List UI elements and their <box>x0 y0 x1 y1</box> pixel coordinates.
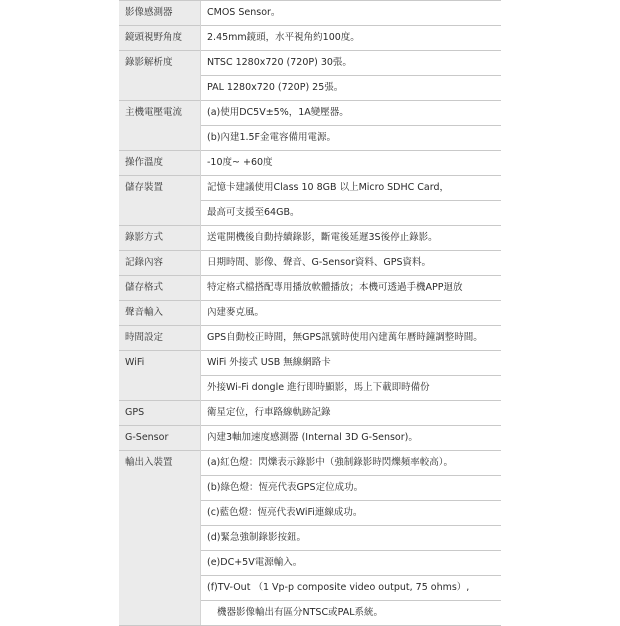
spec-label: 時間設定 <box>119 326 201 351</box>
spec-label <box>119 526 201 551</box>
spec-row <box>119 126 501 151</box>
spec-value: -10度~ +60度 <box>201 151 502 176</box>
spec-label <box>119 126 201 151</box>
spec-value: 特定格式檔搭配專用播放軟體播放；本機可透過手機APP迴放 <box>201 276 502 301</box>
spec-value: 2.45mm鏡頭，水平視角約100度。 <box>201 26 502 51</box>
spec-row <box>119 476 501 501</box>
spec-label: 儲存格式 <box>119 276 201 301</box>
spec-label <box>119 501 201 526</box>
spec-value: (a)紅色燈：閃爍表示錄影中（強制錄影時閃爍頻率較高）。 <box>201 451 502 476</box>
spec-label <box>119 476 201 501</box>
spec-row <box>119 351 501 376</box>
spec-row <box>119 151 501 176</box>
spec-row <box>119 501 501 526</box>
spec-row <box>119 101 501 126</box>
spec-value: (c)藍色燈：恆亮代表WiFi連線成功。 <box>201 501 502 526</box>
spec-value: WiFi 外接式 USB 無線網路卡 <box>201 351 502 376</box>
spec-row <box>119 226 501 251</box>
spec-label: 輸出入裝置 <box>119 451 201 476</box>
spec-row <box>119 176 501 201</box>
spec-value: 外接Wi-Fi dongle 進行即時顯影，馬上下載即時備份 <box>201 376 502 401</box>
spec-value: (b)內建1.5F金電容備用電源。 <box>201 126 502 151</box>
spec-row <box>119 251 501 276</box>
spec-value: GPS自動校正時間，無GPS訊號時使用內建萬年曆時鐘調整時間。 <box>201 326 502 351</box>
spec-value: NTSC 1280x720 (720P) 30張。 <box>201 51 502 76</box>
spec-row <box>119 551 501 576</box>
spec-value: (e)DC+5V電源輸入。 <box>201 551 502 576</box>
spec-label <box>119 376 201 401</box>
spec-label: 影像感測器 <box>119 1 201 26</box>
spec-row <box>119 426 501 451</box>
spec-value: 最高可支援至64GB。 <box>201 201 502 226</box>
spec-row <box>119 376 501 401</box>
spec-value: (b)綠色燈：恆亮代表GPS定位成功。 <box>201 476 502 501</box>
spec-value: CMOS Sensor。 <box>201 1 502 26</box>
spec-label <box>119 576 201 601</box>
spec-label: 記錄內容 <box>119 251 201 276</box>
spec-value: 送電開機後自動持續錄影，斷電後延遲3S後停止錄影。 <box>201 226 502 251</box>
spec-label: WiFi <box>119 351 201 376</box>
spec-row <box>119 526 501 551</box>
spec-row <box>119 326 501 351</box>
spec-table-body <box>119 1 501 626</box>
spec-value: 內建3軸加速度感測器 (Internal 3D G-Sensor)。 <box>201 426 502 451</box>
spec-label: 儲存裝置 <box>119 176 201 201</box>
spec-label <box>119 201 201 226</box>
spec-row <box>119 576 501 601</box>
spec-row <box>119 26 501 51</box>
spec-label: 鏡頭視野角度 <box>119 26 201 51</box>
spec-row <box>119 1 501 26</box>
spec-label <box>119 76 201 101</box>
spec-label <box>119 601 201 626</box>
spec-table <box>119 0 501 626</box>
spec-row <box>119 301 501 326</box>
spec-row <box>119 601 501 626</box>
spec-row <box>119 76 501 101</box>
spec-label: 錄影解析度 <box>119 51 201 76</box>
spec-row <box>119 451 501 476</box>
spec-label <box>119 551 201 576</box>
spec-label: G-Sensor <box>119 426 201 451</box>
spec-row <box>119 51 501 76</box>
spec-label: 聲音輸入 <box>119 301 201 326</box>
spec-value: (a)使用DC5V±5%，1A變壓器。 <box>201 101 502 126</box>
spec-label: 錄影方式 <box>119 226 201 251</box>
spec-value: PAL 1280x720 (720P) 25張。 <box>201 76 502 101</box>
spec-value: (f)TV-Out （1 Vp-p composite video output, 75 ohms）, <box>201 576 502 601</box>
spec-row <box>119 276 501 301</box>
spec-row <box>119 201 501 226</box>
spec-value: 日期時間、影像、聲音、G-Sensor資料、GPS資料。 <box>201 251 502 276</box>
spec-value: (d)緊急強制錄影按鈕。 <box>201 526 502 551</box>
spec-label: 主機電壓電流 <box>119 101 201 126</box>
spec-label: 操作溫度 <box>119 151 201 176</box>
spec-value: 衛星定位，行車路線軌跡記錄 <box>201 401 502 426</box>
spec-value: 機器影像輸出有區分NTSC或PAL系統。 <box>201 601 502 626</box>
spec-label: GPS <box>119 401 201 426</box>
spec-row <box>119 401 501 426</box>
spec-value: 記憶卡建議使用Class 10 8GB 以上Micro SDHC Card， <box>201 176 502 201</box>
spec-value: 內建麥克風。 <box>201 301 502 326</box>
